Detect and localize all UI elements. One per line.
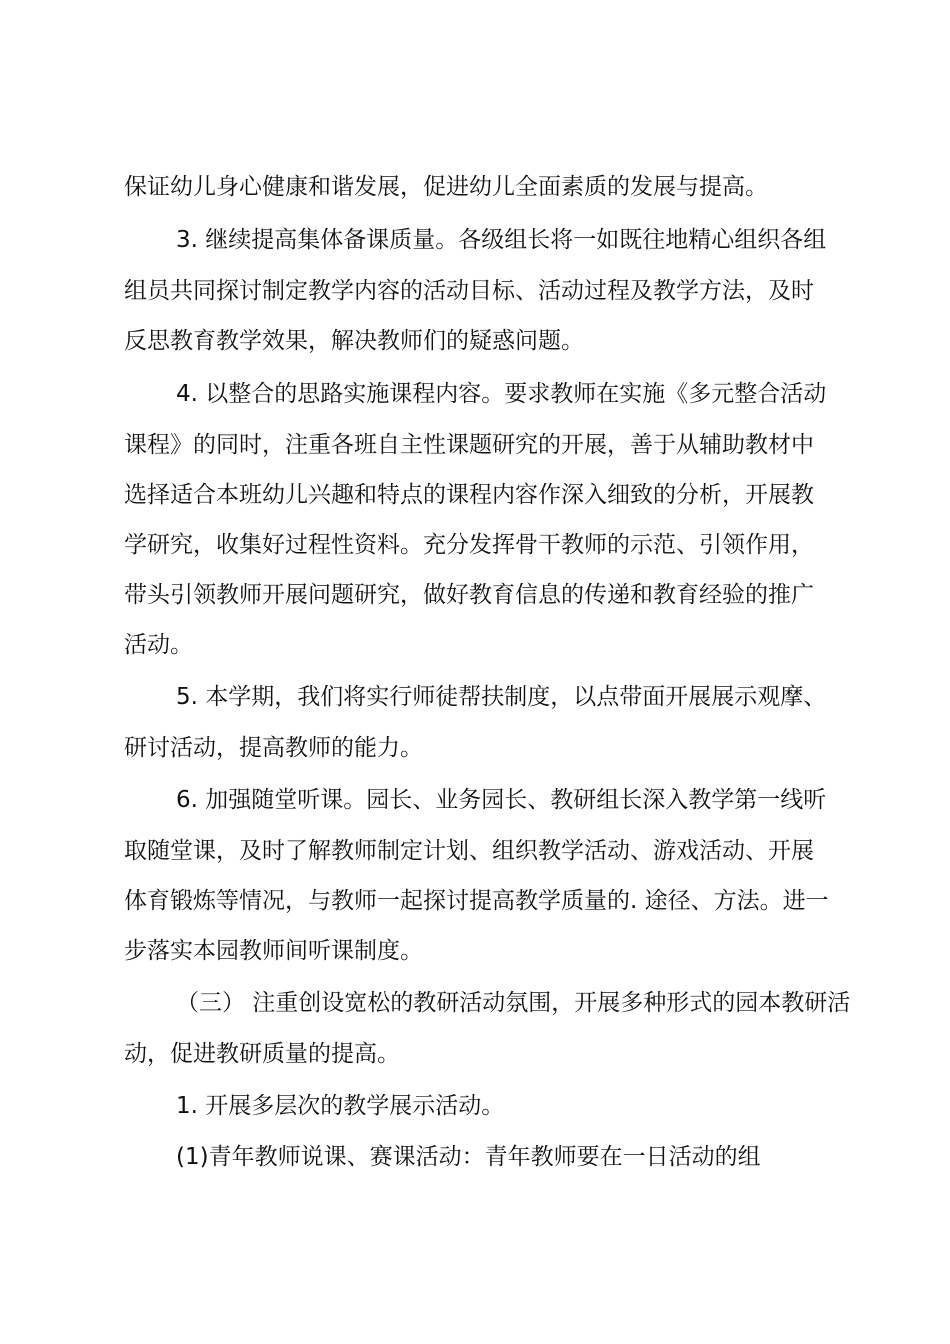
text-line: 1. 开展多层次的教学展示活动。 [176, 1093, 505, 1119]
text-line: 学研究，收集好过程性资料。充分发挥骨干教师的示范、引领作用， [124, 532, 814, 558]
text-line: 选择适合本班幼儿兴趣和特点的课程内容作深入细致的分析，开展教 [124, 482, 814, 508]
text-line: 活动。 [124, 632, 193, 658]
text-line: 步落实本园教师间听课制度。 [124, 938, 423, 964]
text-line: 带头引领教师开展问题研究，做好教育信息的传递和教育经验的推广 [124, 582, 814, 608]
text-line: 反思教育教学效果，解决教师们的疑惑问题。 [124, 328, 584, 354]
text-line: 保证幼儿身心健康和谐发展，促进幼儿全面素质的发展与提高。 [124, 174, 768, 200]
text-line: 5. 本学期，我们将实行师徒帮扶制度，以点带面开展展示观摩、 [176, 684, 827, 710]
section-heading-line: 动，促进教研质量的提高。 [124, 1041, 400, 1067]
text-line: 取随堂课，及时了解教师制定计划、组织教学活动、游戏活动、开展 [124, 838, 814, 864]
text-line: 研讨活动，提高教师的能力。 [124, 735, 423, 761]
text-line: 组员共同探讨制定教学内容的活动目标、活动过程及教学方法，及时 [124, 278, 814, 304]
text-line: 课程》的同时，注重各班自主性课题研究的开展，善于从辅助教材中 [124, 432, 814, 458]
text-line: 3. 继续提高集体备课质量。各级组长将一如既往地精心组织各组 [176, 227, 827, 253]
text-line: 4. 以整合的思路实施课程内容。要求教师在实施《多元整合活动 [176, 381, 827, 407]
text-line: 6. 加强随堂听课。园长、业务园长、教研组长深入教学第一线听 [176, 787, 827, 813]
text-line: 体育锻炼等情况，与教师一起探讨提高教学质量的. 途径、方法。进一 [124, 888, 829, 914]
text-line: (1)青年教师说课、赛课活动：青年教师要在一日活动的组 [176, 1144, 761, 1170]
section-heading-line: （三） 注重创设宽松的教研活动氛围，开展多种形式的园本教研活 [176, 990, 851, 1016]
